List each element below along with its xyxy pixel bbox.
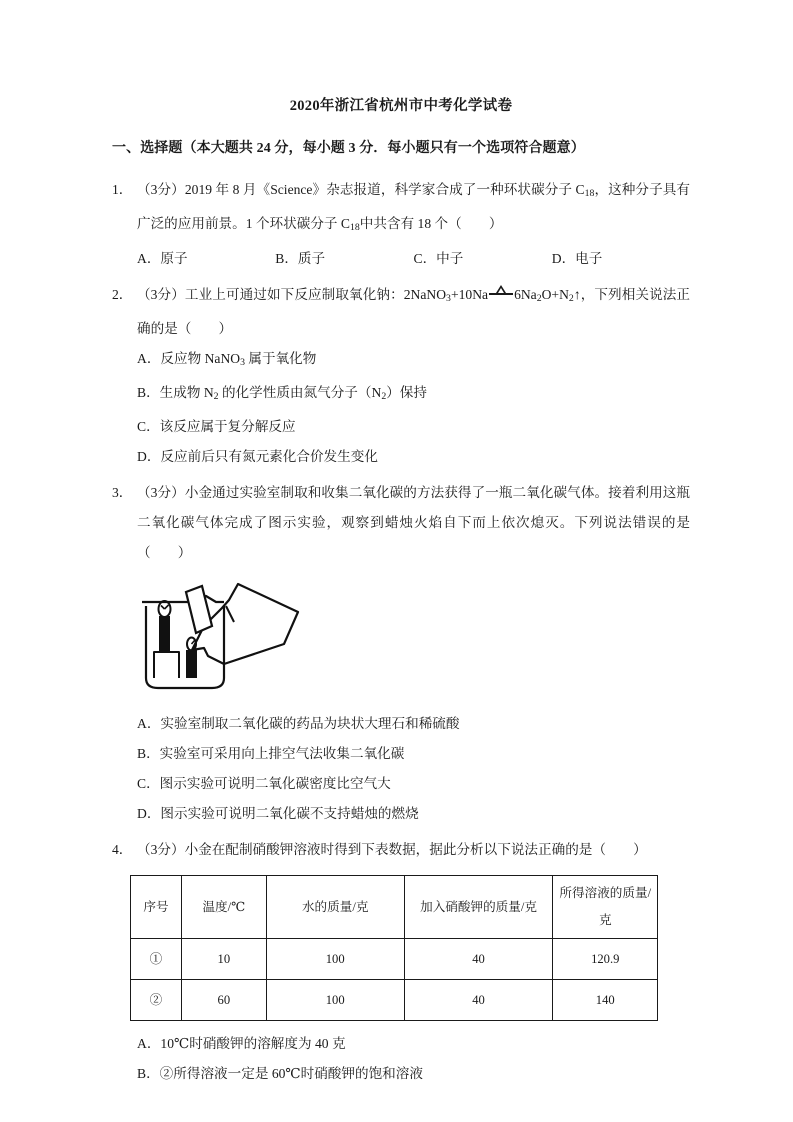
question-2-text-a: 工业上可通过如下反应制取氧化钠： [184,286,404,302]
question-4 [112,835,690,1089]
option-3-a[interactable]: A．实验室制取二氧化碳的药品为块状大理石和稀硫酸 [137,716,460,731]
cell-water: 100 [266,980,404,1021]
question-1-options [112,244,690,274]
question-3-score: （3分） [137,485,185,500]
cell-solution: 140 [553,980,658,1021]
question-1-stem [112,175,690,243]
question-2-text-b: ，下列相关说法正确的是（ ） [137,286,691,336]
tall-candle [159,601,171,652]
option-1-b[interactable]: B．质子 [275,250,326,266]
potassium-nitrate-data-table [130,875,658,1021]
table-header-temp: 温度/℃ [181,876,266,939]
heating-triangle-icon [488,285,514,299]
option-3-b[interactable]: B．实验室可采用向上排空气法收集二氧化碳 [137,746,405,761]
section-heading: 一、选择题（本大题共 24 分，每小题 3 分．每小题只有一个选项符合题意） [112,141,585,157]
question-3-number: 3． [112,485,133,500]
option-4-b[interactable]: B．②所得溶液一定是 60℃时硝酸钾的饱和溶液 [137,1066,423,1081]
question-1-text-a: 2019 年 8 月《Science》杂志报道，科学家合成了一种环状碳分子 C [184,182,585,198]
cell-water: 100 [266,939,404,980]
question-4-stem [112,835,690,865]
candle-platform [154,652,179,678]
question-4-options [112,1029,690,1089]
question-1 [112,175,690,273]
question-4-score: （3分） [137,842,185,857]
table-header [131,876,658,939]
table-row [131,939,658,980]
page-title: 2020年浙江省杭州市中考化学试卷 [289,98,513,114]
subscript-18-b: 18 [349,222,360,234]
chemical-equation: 2NaNO$_3$+10Na $6Na_2O+N_2↑$ [403,286,581,304]
page-content [112,96,690,1095]
option-1-c[interactable]: C．中子 [413,250,464,266]
beaker-rim [142,596,224,602]
cell-index: ① [131,939,182,980]
question-2-score: （3分） [137,286,185,302]
option-3-d[interactable]: D．图示实验可说明二氧化碳不支持蜡烛的燃烧 [137,806,419,821]
glass-plate-lid [186,586,212,633]
question-1-text-c: 中共含有 18 个（ ） [359,216,503,232]
cell-temp: 10 [181,939,266,980]
table-header-added: 加入硝酸钾的质量/克 [404,876,553,939]
cell-solution: 120.9 [553,939,658,980]
table-header-water: 水的质量/克 [266,876,404,939]
question-1-number: 1． [112,182,133,198]
option-1-a[interactable]: A．原子 [137,250,188,266]
question-2-number: 2． [112,286,133,302]
subscript-18-a: 18 [584,188,595,200]
question-3 [112,478,690,829]
cell-temp: 60 [181,980,266,1021]
bottle-neck [226,606,234,622]
option-3-c[interactable]: C．图示实验可说明二氧化碳密度比空气大 [137,776,391,791]
gas-evolution-icon: ↑ [573,286,581,302]
question-1-score: （3分） [137,182,185,198]
question-3-stem [112,478,690,568]
question-4-number: 4． [112,842,133,857]
cell-index: ② [131,980,182,1021]
co2-candle-experiment-diagram [112,578,690,701]
experiment-illustration [134,578,364,696]
question-2-stem [112,280,690,344]
table-header-index: 序号 [131,876,182,939]
table-header-row [131,876,658,939]
question-3-options [112,709,690,829]
option-2-a[interactable]: A．反应物 NaNO$_3$ 属于氧化物 [137,350,317,368]
question-4-text: 小金在配制硝酸钾溶液时得到下表数据，据此分析以下说法正确的是（ ） [184,842,647,857]
question-2-options [112,344,690,472]
cell-added: 40 [404,939,553,980]
cell-added: 40 [404,980,553,1021]
question-2 [112,280,690,472]
table-body [131,939,658,1021]
option-2-c[interactable]: C．该反应属于复分解反应 [137,419,296,434]
question-3-text: 小金通过实验室制取和收集二氧化碳的方法获得了一瓶二氧化碳气体。接着利用这瓶二氧化碳气体完成了图示实验，观察到蜡烛火焰自下而上依次熄灭。下列说法错误的是（ ） [137,485,691,560]
option-1-d[interactable]: D．电子 [551,250,603,266]
option-2-d[interactable]: D．反应前后只有氮元素化合价发生变化 [137,449,378,464]
table-header-solution: 所得溶液的质量/克 [553,876,658,939]
option-2-b[interactable]: B．生成物 $N_2$ 的化学性质由氮气分子$(N_2)$保持 [137,384,427,402]
option-4-a[interactable]: A．10℃时硝酸钾的溶解度为 40 克 [137,1036,346,1051]
table-row [131,980,658,1021]
question-1-text-b: ，这种分子具有广泛的应用前景。1 个环状碳分子 C [137,182,691,232]
